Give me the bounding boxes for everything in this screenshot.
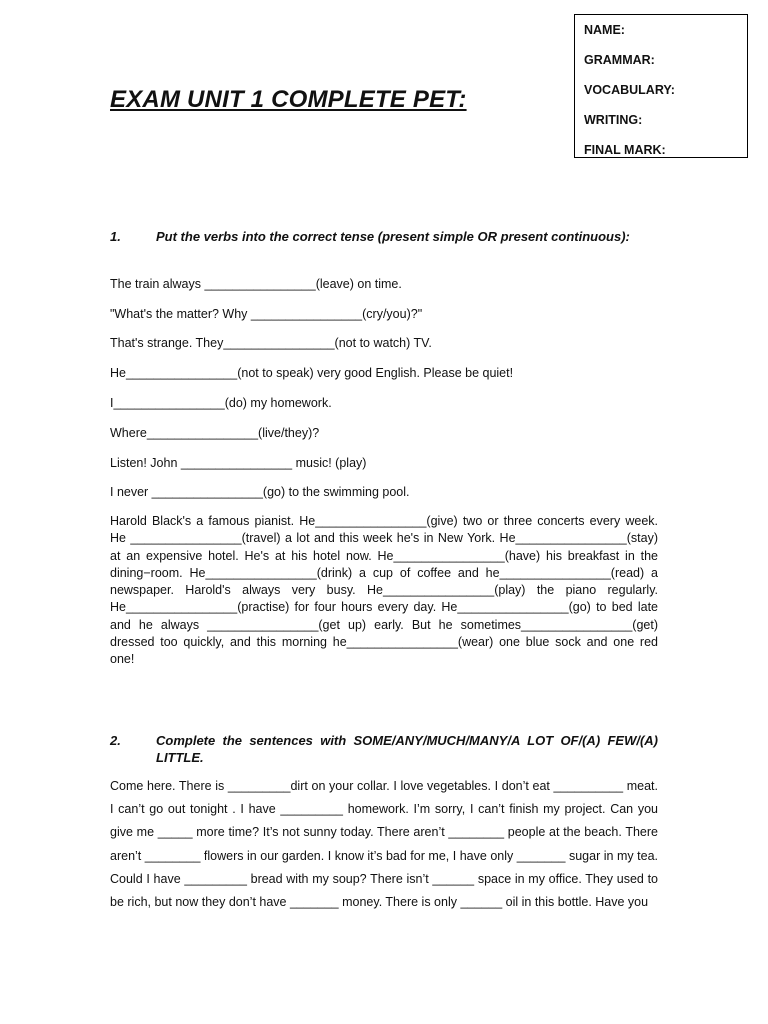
- section-1-heading: [110, 228, 658, 245]
- exam-title: EXAM UNIT 1 COMPLETE PET:: [110, 86, 467, 113]
- final-mark-label: FINAL MARK:: [584, 143, 666, 157]
- exercise-sentence: That's strange. They________________(not to watch) TV.: [110, 336, 432, 350]
- section-2-instruction: Complete the sentences with SOME/ANY/MUCH/MANY/A LOT OF/(A) FEW/(A) LITTLE.: [156, 733, 658, 765]
- exercise-sentence: I________________(do) my homework.: [110, 396, 332, 410]
- section-1-instruction: Put the verbs into the correct tense (present simple OR present continuous):: [156, 229, 630, 244]
- exercise-sentence: I never ________________(go) to the swimming pool.: [110, 485, 410, 499]
- name-label: NAME:: [584, 23, 625, 37]
- exercise-sentence: The train always ________________(leave) on time.: [110, 277, 402, 291]
- section-2-number: 2.: [110, 733, 121, 748]
- writing-label: WRITING:: [584, 113, 643, 127]
- marks-box: [574, 14, 748, 158]
- exercise-sentence: Where________________(live/they)?: [110, 426, 320, 440]
- exercise-sentence: "What's the matter? Why ________________(cry/you)?": [110, 307, 423, 321]
- section-1-number: 1.: [110, 229, 121, 244]
- section-1-paragraph: Harold Black's a famous pianist. He________________(give) two or three concerts every week. He ________________(travel) a lot and this week he's in New York. He________________(stay) at an expensive hotel. He's at his hotel now. He________________(have) his breakfast in the dining−room. He________________(drink) a cup of coffee and he________________(read) a newspaper. Harold's always very busy. He________________(play) the piano regularly. He________________(practise) for four hours every day. He________________(go) to bed late and he always ________________(get up) early. But he sometimes________________(get) dressed too quickly, and this morning he________________(wear) one blue sock and one red one!: [110, 514, 658, 667]
- section-2-heading: [110, 732, 658, 766]
- vocabulary-label: VOCABULARY:: [584, 83, 675, 97]
- section-2-paragraph: Come here. There is _________dirt on your collar. I love vegetables. I don’t eat __________ meat. I can’t go out tonight . I have _________ homework. I’m sorry, I can’t finish my project. Can you give me _____ more time? It’s not sunny today. There aren’t ________ people at the beach. There aren’t ________ flowers in our garden. I know it’s bad for me, I have only _______ sugar in my tea. Could I have _________ bread with my soup? There isn’t ______ space in my office. They used to be rich, but now they don’t have _______ money. There is only ______ oil in this bottle. Have you: [110, 779, 658, 910]
- exercise-sentence: He________________(not to speak) very good English. Please be quiet!: [110, 366, 514, 380]
- grammar-label: GRAMMAR:: [584, 53, 655, 67]
- exercise-sentence: Listen! John ________________ music! (play): [110, 456, 367, 470]
